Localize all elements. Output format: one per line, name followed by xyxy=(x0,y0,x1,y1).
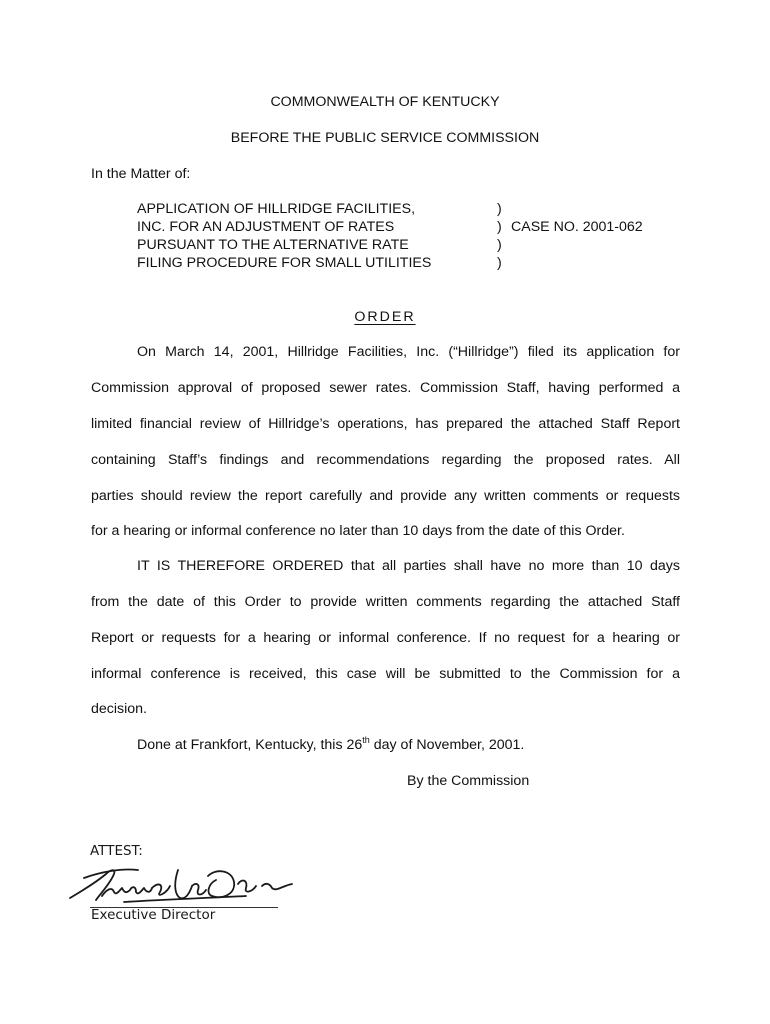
paragraph-line: On March 14, 2001, Hillridge Facilities, Inc. (“Hillridge”) filed its application for xyxy=(137,344,680,360)
executive-director-label: Executive Director xyxy=(91,907,216,923)
done-suffix: day of November, 2001. xyxy=(369,737,525,753)
paragraph-line: containing Staff’s findings and recommendations regarding the proposed rates. All xyxy=(91,452,680,468)
caption-paren: ) xyxy=(497,219,502,235)
paragraph-line: for a hearing or informal conference no later than 10 days from the date of this Order. xyxy=(91,523,625,539)
done-superscript: th xyxy=(362,735,370,745)
caption-line: APPLICATION OF HILLRIDGE FACILITIES, xyxy=(137,201,416,217)
paragraph-line: limited financial review of Hillridge’s operations, has prepared the attached Staff Report xyxy=(91,416,680,432)
header-commonwealth: COMMONWEALTH OF KENTUCKY xyxy=(270,94,500,110)
caption-line: PURSUANT TO THE ALTERNATIVE RATE xyxy=(137,237,409,253)
paragraph-line: Commission approval of proposed sewer rates. Commission Staff, having performed a xyxy=(91,380,680,396)
paragraph-line: parties should review the report carefully and provide any written comments or requests xyxy=(91,488,680,504)
caption-paren: ) xyxy=(497,255,502,271)
handwritten-signature xyxy=(66,862,298,910)
caption-paren: ) xyxy=(497,237,502,253)
case-number: CASE NO. 2001-062 xyxy=(511,219,643,235)
header-commission: BEFORE THE PUBLIC SERVICE COMMISSION xyxy=(230,130,540,146)
paragraph-line: informal conference is received, this case will be submitted to the Commission for a xyxy=(91,666,680,682)
done-line xyxy=(137,737,524,753)
paragraph-line: decision. xyxy=(91,701,147,717)
matter-label: In the Matter of: xyxy=(91,166,191,182)
by-commission: By the Commission xyxy=(407,773,530,789)
caption-paren: ) xyxy=(497,201,502,217)
paragraph-line: from the date of this Order to provide written comments regarding the attached Staff xyxy=(91,594,680,610)
caption-line: FILING PROCEDURE FOR SMALL UTILITIES xyxy=(137,255,432,271)
order-title: ORDER xyxy=(354,309,416,325)
caption-line: INC. FOR AN ADJUSTMENT OF RATES xyxy=(137,219,395,235)
done-prefix: Done at Frankfort, Kentucky, this 26 xyxy=(137,737,363,753)
paragraph-line: IT IS THEREFORE ORDERED that all parties shall have no more than 10 days xyxy=(137,558,680,574)
paragraph-line: Report or requests for a hearing or informal conference. If no request for a hearing or xyxy=(91,630,680,646)
attest-label: ATTEST: xyxy=(90,843,143,859)
